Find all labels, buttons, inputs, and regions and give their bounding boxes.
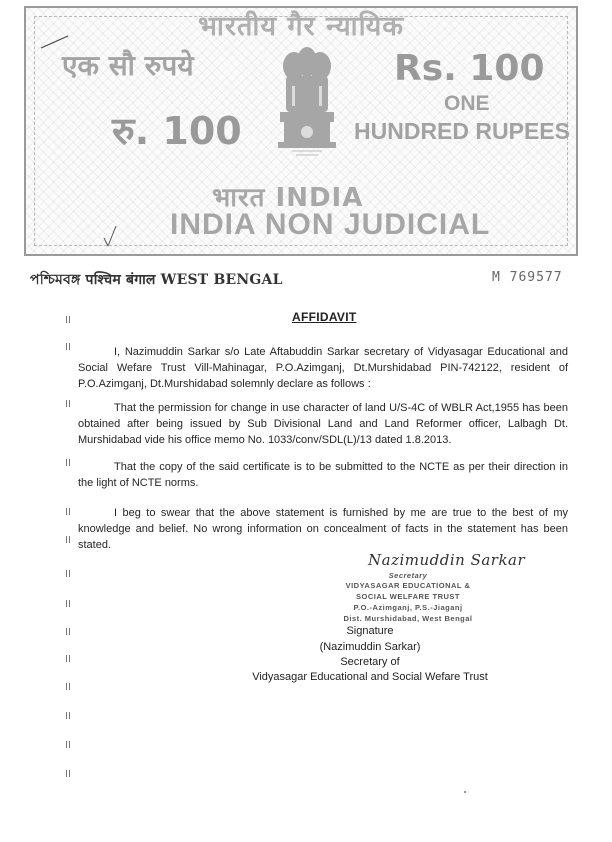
margin-mark xyxy=(66,459,70,466)
stamp-amount-english-value: Rs. 100 xyxy=(394,48,545,89)
non-judicial-stamp xyxy=(24,6,578,256)
margin-mark xyxy=(66,570,70,577)
ink-dot xyxy=(464,791,466,793)
stamp-serial-number: M 769577 xyxy=(492,270,563,285)
margin-mark xyxy=(66,400,70,407)
stamp-amount-hindi-value: रु. 100 xyxy=(112,109,242,153)
stamp-india-text: भारत INDIA xyxy=(212,183,364,213)
signatory-organization: Vidyasagar Educational and Social Wefare Trust xyxy=(252,671,488,683)
seal-line: Secretary xyxy=(388,571,428,580)
signature-label: Signature xyxy=(346,625,394,637)
margin-mark xyxy=(66,628,70,635)
stamp-amount-hindi-words: एक सौ रुपये xyxy=(62,49,194,82)
seal-line: P.O.-Azimganj, P.S.-Jiaganj xyxy=(353,603,463,612)
handwritten-signature: Nazimuddin Sarkar xyxy=(368,551,526,569)
paragraph-certificate: That the copy of the said certificate is to be submitted to the NCTE as per their direction in the light of NCTE norms. xyxy=(78,461,568,489)
stamp-amount-english-words: HUNDRED RUPEES xyxy=(354,118,570,144)
margin-mark xyxy=(66,741,70,748)
state-header: পশ্চিমবঙ্গ पश्चिम बंगाल WEST BENGAL xyxy=(30,272,283,288)
signatory-name: (Nazimuddin Sarkar) xyxy=(319,641,421,653)
margin-mark xyxy=(66,712,70,719)
margin-mark xyxy=(66,536,70,543)
margin-mark xyxy=(66,316,70,323)
paragraph-oath: I beg to swear that the above statement is furnished by me are true to the best of my knowledge and belief. No wrong information on concealment of facts in the statement has been stated. xyxy=(78,507,568,551)
pen-tick-mark-icon xyxy=(102,218,136,252)
stamp-amount-english-one: ONE xyxy=(444,92,490,115)
margin-mark xyxy=(66,655,70,662)
stamp-top-hindi-text: भारतीय गैर न्यायिक xyxy=(197,11,405,42)
seal-line: SOCIAL WELFARE TRUST xyxy=(355,592,461,601)
paragraph-permission: That the permission for change in use character of land U/S-4C of WBLR Act,1955 has been obtained after being issued by Sub Divisional Land and Land Reformer officer, Lalbagh Dt. Murshidabad vide his office memo No. 1033/conv/SDL(L)/13 dated 1.8.2013. xyxy=(78,402,568,446)
pen-stroke-mark-icon xyxy=(40,34,70,50)
national-emblem-icon xyxy=(272,44,342,160)
stamp-non-judicial-text: INDIA NON JUDICIAL xyxy=(170,208,491,241)
margin-mark xyxy=(66,600,70,607)
paragraph-declaration: I, Nazimuddin Sarkar s/o Late Aftabuddin Sarkar secretary of Vidyasagar Educational and Social Wefare Trust Vill-Mahinagar, P.O.Azimganj, Dt.Murshidabad PIN-742122, resident of P.O.Azimganj, Dt.Murshidabad solemnly declare as follows : xyxy=(78,346,568,390)
margin-mark xyxy=(66,683,70,690)
seal-line: VIDYASAGAR EDUCATIONAL & xyxy=(345,581,471,590)
margin-mark xyxy=(66,508,70,515)
margin-mark xyxy=(66,770,70,777)
margin-mark xyxy=(66,343,70,350)
seal-line: Dist. Murshidabad, West Bengal xyxy=(343,614,473,623)
signatory-designation: Secretary of xyxy=(340,656,400,668)
document-title: AFFIDAVIT xyxy=(292,310,357,324)
